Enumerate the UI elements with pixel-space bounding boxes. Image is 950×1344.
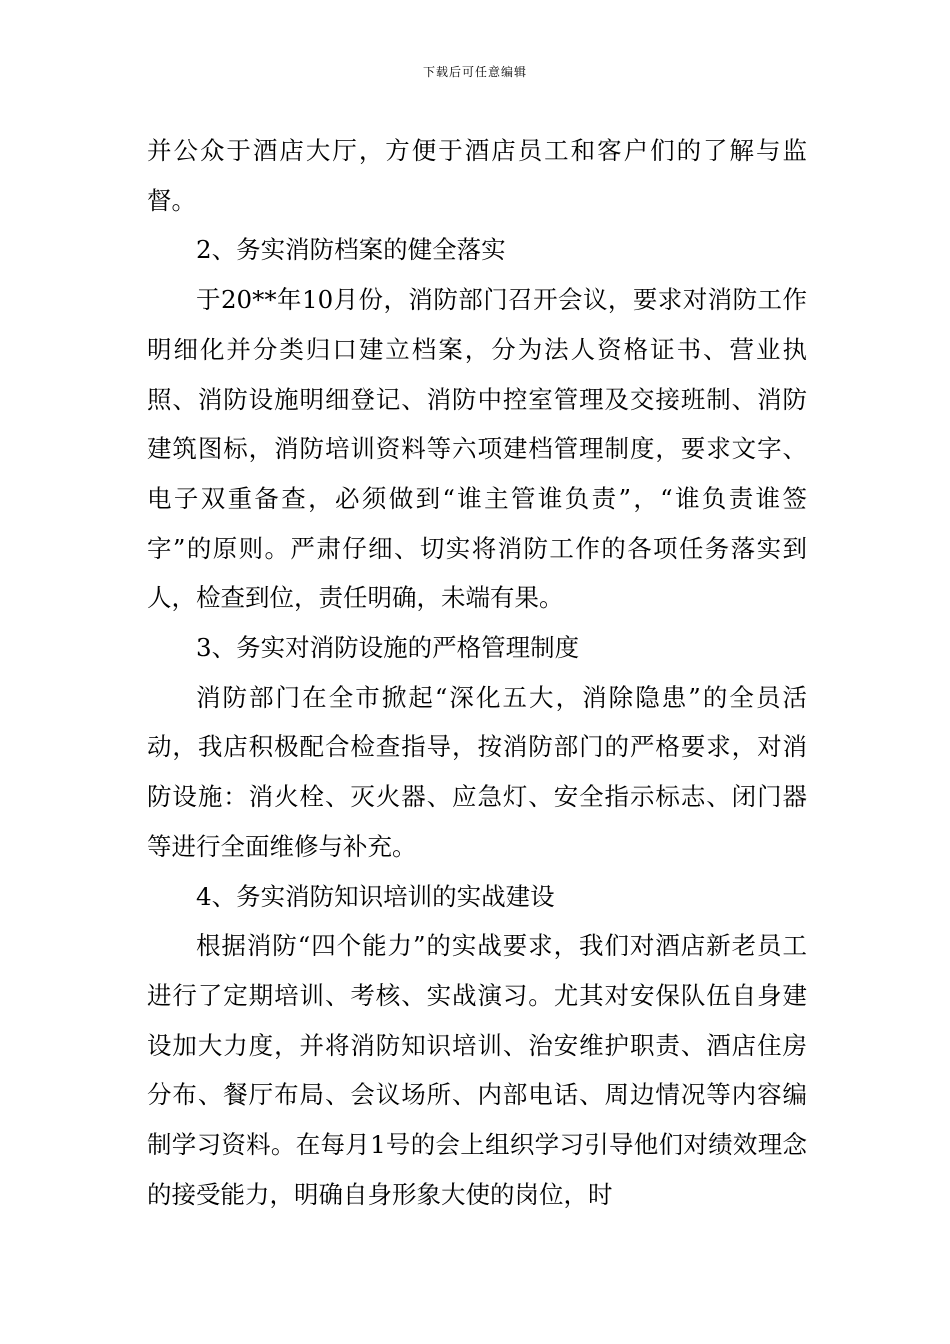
paragraph-training: 根据消防“四个能力”的实战要求，我们对酒店新老员工进行了定期培训、考核、实战演习。尤其对安保队伍自身建设加大力度，并将消防知识培训、治安维护职责、酒店住房分布、餐厅布局、会议场所、内部电话、周边情况等内容编制学习资料。在每月1号的会上组织学习引导他们对绩效理念的接受能力，明确自身形象大使的岗位，时 bbox=[147, 931, 807, 1209]
page-header: 下载后可任意编辑 bbox=[422, 65, 527, 79]
document-body bbox=[147, 126, 807, 1219]
section-heading-2: 2、务实消防档案的健全落实 bbox=[196, 235, 506, 265]
section-heading-4: 4、务实消防知识培训的实战建设 bbox=[196, 881, 555, 911]
paragraph-facilities: 消防部门在全市掀起“深化五大，消除隐患”的全员活动，我店积极配合检查指导，按消防部门的严格要求，对消防设施：消火栓、灭火器、应急灯、安全指示标志、闭门器等进行全面维修与补充。 bbox=[147, 682, 807, 861]
paragraph-archive: 于20**年10月份，消防部门召开会议，要求对消防工作明细化并分类归口建立档案，分为法人资格证书、营业执照、消防设施明细登记、消防中控室管理及交接班制、消防建筑图标，消防培训资料等六项建档管理制度，要求文字、电子双重备查，必须做到“谁主管谁负责”，“谁负责谁签字”的原则。严肃仔细、切实将消防工作的各项任务落实到人，检查到位，责任明确，未端有果。 bbox=[147, 285, 807, 613]
section-heading-3: 3、务实对消防设施的严格管理制度 bbox=[196, 633, 580, 663]
paragraph-continuation: 并公众于酒店大厅，方便于酒店员工和客户们的了解与监督。 bbox=[147, 136, 807, 215]
